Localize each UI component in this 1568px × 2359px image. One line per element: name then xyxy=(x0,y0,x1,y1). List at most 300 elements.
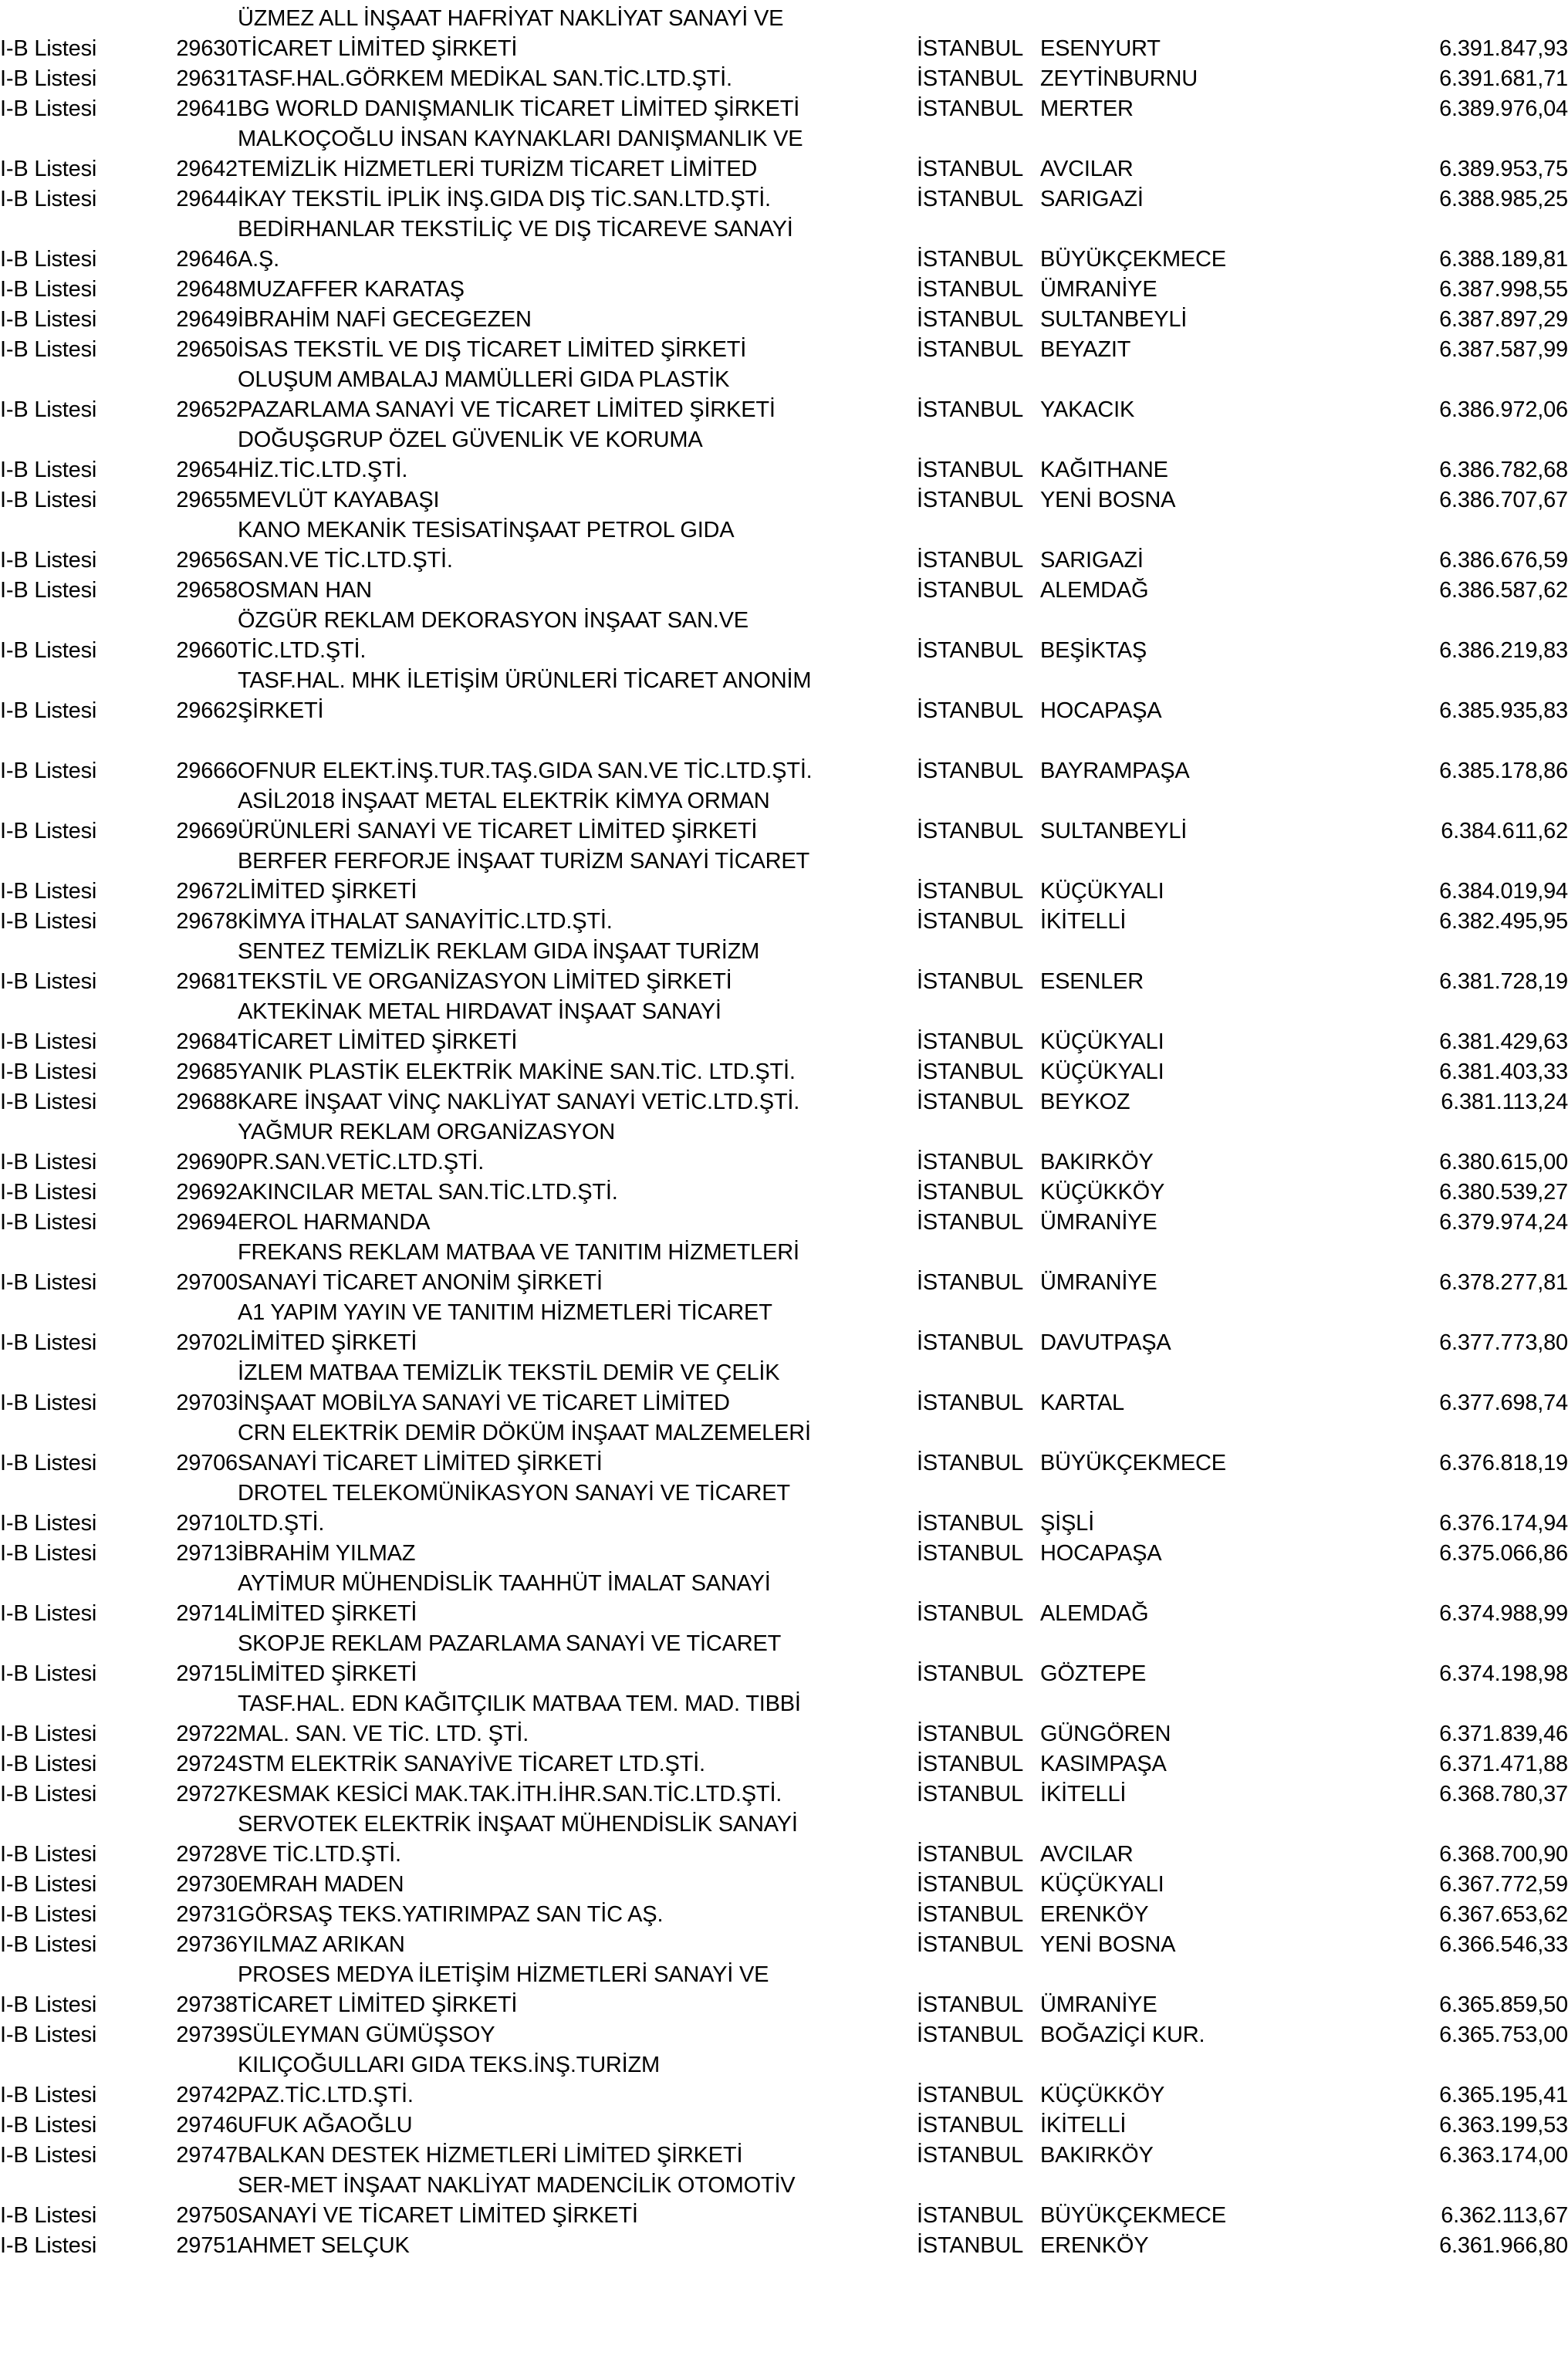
company-name-cell: TİC.LTD.ŞTİ. xyxy=(238,638,367,663)
blank-cell xyxy=(917,1414,1040,1445)
company-name-cell: KESMAK KESİCİ MAK.TAK.İTH.İHR.SAN.TİC.LTD.ŞTİ. xyxy=(238,1782,782,1806)
company-name-cell: MAL. SAN. VE TİC. LTD. ŞTİ. xyxy=(238,1722,529,1746)
company-name-wrap: SENTEZ TEMİZLİK REKLAM GIDA İNŞAAT TURİZM xyxy=(238,939,760,964)
blank-cell xyxy=(917,1475,1040,1505)
list-type-cell: I-B Listesi xyxy=(0,1932,97,1957)
sequence-number-cell: 29728 xyxy=(176,1842,238,1867)
table-row xyxy=(0,542,1568,572)
blank-cell xyxy=(0,2167,137,2197)
company-name-cell: TEKSTİL VE ORGANİZASYON LİMİTED ŞİRKETİ xyxy=(238,969,732,994)
blank-cell xyxy=(0,1625,137,1655)
tax-office-cell: ÜMRANİYE xyxy=(1040,1992,1157,2017)
blank-cell xyxy=(137,1625,238,1655)
blank-cell xyxy=(137,512,238,542)
blank-cell xyxy=(1040,602,1295,632)
list-type-cell: I-B Listesi xyxy=(0,66,97,91)
blank-cell xyxy=(917,1956,1040,1986)
city-cell: İSTANBUL xyxy=(917,277,1024,302)
blank-cell xyxy=(0,1685,137,1715)
city-cell: İSTANBUL xyxy=(917,1902,1024,1927)
tax-office-cell: ESENYURT xyxy=(1040,36,1161,61)
sequence-number-cell: 29685 xyxy=(176,1060,238,1084)
debt-amount-cell: 6.386.782,68 xyxy=(1439,458,1568,482)
blank-cell xyxy=(0,933,137,963)
blank-cell xyxy=(137,2167,238,2197)
table-row xyxy=(0,301,1568,331)
table-row xyxy=(0,1083,1568,1114)
tax-office-cell: HOCAPAŞA xyxy=(1040,1541,1162,1566)
table-row xyxy=(0,572,1568,602)
list-type-cell: I-B Listesi xyxy=(0,879,97,904)
city-cell: İSTANBUL xyxy=(917,1782,1024,1806)
table-row-name-continuation xyxy=(0,120,1568,150)
sequence-number-cell: 29646 xyxy=(176,247,238,272)
company-name-cell: UFUK AĞAOĞLU xyxy=(238,2113,413,2138)
city-cell: İSTANBUL xyxy=(917,1029,1024,1054)
blank-cell xyxy=(1040,1685,1295,1715)
company-name-cell: SANAYİ TİCARET LİMİTED ŞİRKETİ xyxy=(238,1451,603,1475)
blank-cell xyxy=(137,120,238,150)
blank-cell xyxy=(0,993,137,1023)
blank-cell xyxy=(1295,933,1568,963)
company-name-wrap: AYTİMUR MÜHENDİSLİK TAAHHÜT İMALAT SANAYİ xyxy=(238,1571,771,1596)
table-row-name-continuation xyxy=(0,1354,1568,1384)
blank-cell xyxy=(137,1475,238,1505)
city-cell: İSTANBUL xyxy=(917,2023,1024,2047)
city-cell: İSTANBUL xyxy=(917,1451,1024,1475)
blank-cell xyxy=(1295,1565,1568,1595)
debt-amount-cell: 6.368.780,37 xyxy=(1439,1782,1568,1806)
tax-office-cell: KÜÇÜKYALI xyxy=(1040,1060,1164,1084)
city-cell: İSTANBUL xyxy=(917,1330,1024,1355)
list-type-cell: I-B Listesi xyxy=(0,1661,97,1686)
table-row xyxy=(0,451,1568,482)
blank-cell xyxy=(137,1234,238,1264)
blank-cell xyxy=(917,2167,1040,2197)
company-name-wrap: DOĞUŞGRUP ÖZEL GÜVENLİK VE KORUMA xyxy=(238,428,703,452)
list-type-cell: I-B Listesi xyxy=(0,638,97,663)
table-row xyxy=(0,1866,1568,1896)
debt-amount-cell: 6.376.818,19 xyxy=(1439,1451,1568,1475)
company-name-wrap: A1 YAPIM YAYIN VE TANITIM HİZMETLERİ TİCARET xyxy=(238,1300,772,1325)
sequence-number-cell: 29751 xyxy=(176,2233,238,2258)
table-row xyxy=(0,752,1568,782)
debt-amount-cell: 6.366.546,33 xyxy=(1439,1932,1568,1957)
debt-amount-cell: 6.374.198,98 xyxy=(1439,1661,1568,1686)
debt-amount-cell: 6.391.847,93 xyxy=(1439,36,1568,61)
sequence-number-cell: 29662 xyxy=(176,698,238,723)
city-cell: İSTANBUL xyxy=(917,1752,1024,1776)
blank-cell xyxy=(137,782,238,813)
company-name-wrap: ASİL2018 İNŞAAT METAL ELEKTRİK KİMYA ORMAN xyxy=(238,789,770,813)
sequence-number-cell: 29690 xyxy=(176,1150,238,1174)
tax-office-cell: BOĞAZİÇİ KUR. xyxy=(1040,2023,1205,2047)
debt-amount-cell: 6.382.495,95 xyxy=(1439,909,1568,934)
blank-cell xyxy=(1040,1956,1295,1986)
table-row xyxy=(0,1776,1568,1806)
row-spacer-cell xyxy=(0,722,1568,752)
sequence-number-cell: 29630 xyxy=(176,36,238,61)
company-name-cell: STM ELEKTRİK SANAYİVE TİCARET LTD.ŞTİ. xyxy=(238,1752,705,1776)
table-row-name-continuation xyxy=(0,421,1568,451)
sequence-number-cell: 29666 xyxy=(176,759,238,783)
company-name-wrap: OLUŞUM AMBALAJ MAMÜLLERİ GIDA PLASTİK xyxy=(238,367,730,392)
blank-cell xyxy=(917,662,1040,692)
company-name-cell: SÜLEYMAN GÜMÜŞSOY xyxy=(238,2023,495,2047)
blank-cell xyxy=(1040,1625,1295,1655)
blank-cell xyxy=(137,1414,238,1445)
table-row xyxy=(0,2077,1568,2107)
sequence-number-cell: 29714 xyxy=(176,1601,238,1626)
tax-office-cell: MERTER xyxy=(1040,96,1134,121)
list-type-cell: I-B Listesi xyxy=(0,1451,97,1475)
tax-office-cell: AVCILAR xyxy=(1040,1842,1134,1867)
blank-cell xyxy=(0,1806,137,1836)
blank-cell xyxy=(1295,782,1568,813)
city-cell: İSTANBUL xyxy=(917,819,1024,843)
tax-office-cell: BEYKOZ xyxy=(1040,1090,1130,1114)
city-cell: İSTANBUL xyxy=(917,1180,1024,1205)
table-row-name-continuation xyxy=(0,602,1568,632)
table-row xyxy=(0,1384,1568,1414)
company-name-cell: HİZ.TİC.LTD.ŞTİ. xyxy=(238,458,408,482)
company-name-wrap: TASF.HAL. MHK İLETİŞİM ÜRÜNLERİ TİCARET ANONİM xyxy=(238,668,812,693)
debt-amount-cell: 6.380.539,27 xyxy=(1439,1180,1568,1205)
table-row xyxy=(0,391,1568,421)
blank-cell xyxy=(137,662,238,692)
city-cell: İSTANBUL xyxy=(917,909,1024,934)
debt-amount-cell: 6.388.189,81 xyxy=(1439,247,1568,272)
company-name-wrap: ÜZMEZ ALL İNŞAAT HAFRİYAT NAKLİYAT SANAYİ VE xyxy=(238,6,784,31)
sequence-number-cell: 29688 xyxy=(176,1090,238,1114)
tax-office-cell: KASIMPAŞA xyxy=(1040,1752,1167,1776)
debt-amount-cell: 6.386.707,67 xyxy=(1439,488,1568,512)
blank-cell xyxy=(917,1625,1040,1655)
city-cell: İSTANBUL xyxy=(917,548,1024,573)
blank-cell xyxy=(0,0,137,30)
list-type-cell: I-B Listesi xyxy=(0,1330,97,1355)
company-name-wrap: DROTEL TELEKOMÜNİKASYON SANAYİ VE TİCARET xyxy=(238,1481,790,1506)
blank-cell xyxy=(137,1806,238,1836)
blank-cell xyxy=(0,1956,137,1986)
list-type-cell: I-B Listesi xyxy=(0,1782,97,1806)
blank-cell xyxy=(137,1114,238,1144)
debt-amount-cell: 6.376.174,94 xyxy=(1439,1511,1568,1536)
blank-cell xyxy=(1040,2167,1295,2197)
company-name-cell: LİMİTED ŞİRKETİ xyxy=(238,1601,417,1626)
blank-cell xyxy=(0,1475,137,1505)
sequence-number-cell: 29731 xyxy=(176,1902,238,1927)
sequence-number-cell: 29738 xyxy=(176,1992,238,2017)
table-row-name-continuation xyxy=(0,843,1568,873)
debt-amount-cell: 6.385.935,83 xyxy=(1439,698,1568,723)
list-type-cell: I-B Listesi xyxy=(0,1391,97,1415)
debt-amount-cell: 6.363.174,00 xyxy=(1439,2143,1568,2168)
tax-office-cell: SARIGAZİ xyxy=(1040,548,1144,573)
blank-cell xyxy=(1295,843,1568,873)
sequence-number-cell: 29681 xyxy=(176,969,238,994)
table-row xyxy=(0,482,1568,512)
sequence-number-cell: 29702 xyxy=(176,1330,238,1355)
blank-cell xyxy=(917,782,1040,813)
tax-office-cell: ÜMRANİYE xyxy=(1040,1270,1157,1295)
sequence-number-cell: 29710 xyxy=(176,1511,238,1536)
company-name-cell: EROL HARMANDA xyxy=(238,1210,431,1235)
tax-office-cell: ÜMRANİYE xyxy=(1040,1210,1157,1235)
debt-amount-cell: 6.365.859,50 xyxy=(1439,1992,1568,2017)
city-cell: İSTANBUL xyxy=(917,2143,1024,2168)
city-cell: İSTANBUL xyxy=(917,1842,1024,1867)
table-row xyxy=(0,1926,1568,1956)
company-name-cell: İBRAHİM NAFİ GECEGEZEN xyxy=(238,307,532,332)
debt-amount-cell: 6.363.199,53 xyxy=(1439,2113,1568,2138)
tax-office-cell: BÜYÜKÇEKMECE xyxy=(1040,1451,1226,1475)
list-type-cell: I-B Listesi xyxy=(0,1992,97,2017)
city-cell: İSTANBUL xyxy=(917,1932,1024,1957)
blank-cell xyxy=(1295,421,1568,451)
debt-amount-cell: 6.387.587,99 xyxy=(1439,337,1568,362)
tax-office-cell: ÜMRANİYE xyxy=(1040,277,1157,302)
table-row xyxy=(0,90,1568,120)
blank-cell xyxy=(0,1354,137,1384)
city-cell: İSTANBUL xyxy=(917,969,1024,994)
city-cell: İSTANBUL xyxy=(917,1722,1024,1746)
tax-office-cell: BAYRAMPAŞA xyxy=(1040,759,1190,783)
sequence-number-cell: 29694 xyxy=(176,1210,238,1235)
company-name-cell: KİMYA İTHALAT SANAYİTİC.LTD.ŞTİ. xyxy=(238,909,613,934)
tax-office-cell: İKİTELLİ xyxy=(1040,2113,1127,2138)
blank-cell xyxy=(0,1294,137,1324)
city-cell: İSTANBUL xyxy=(917,397,1024,422)
table-row-name-continuation xyxy=(0,933,1568,963)
table-row xyxy=(0,2016,1568,2046)
table-row xyxy=(0,1174,1568,1204)
sequence-number-cell: 29750 xyxy=(176,2203,238,2228)
list-type-cell: I-B Listesi xyxy=(0,1180,97,1205)
city-cell: İSTANBUL xyxy=(917,458,1024,482)
debt-amount-cell: 6.385.178,86 xyxy=(1439,759,1568,783)
debt-amount-cell: 6.387.897,29 xyxy=(1439,307,1568,332)
tax-office-cell: KÜÇÜKKÖY xyxy=(1040,1180,1165,1205)
city-cell: İSTANBUL xyxy=(917,2233,1024,2258)
list-type-cell: I-B Listesi xyxy=(0,96,97,121)
blank-cell xyxy=(1295,1475,1568,1505)
company-name-cell: OSMAN HAN xyxy=(238,578,372,603)
company-name-wrap: MALKOÇOĞLU İNSAN KAYNAKLARI DANIŞMANLIK VE xyxy=(238,127,803,151)
city-cell: İSTANBUL xyxy=(917,1090,1024,1114)
table-row xyxy=(0,1204,1568,1234)
company-name-cell: TİCARET LİMİTED ŞİRKETİ xyxy=(238,1992,518,2017)
sequence-number-cell: 29631 xyxy=(176,66,238,91)
list-type-cell: I-B Listesi xyxy=(0,909,97,934)
blank-cell xyxy=(1295,1354,1568,1384)
tax-office-cell: BEYAZIT xyxy=(1040,337,1131,362)
company-name-cell: AKINCILAR METAL SAN.TİC.LTD.ŞTİ. xyxy=(238,1180,618,1205)
company-name-cell: LTD.ŞTİ. xyxy=(238,1511,325,1536)
table-row-name-continuation xyxy=(0,662,1568,692)
sequence-number-cell: 29678 xyxy=(176,909,238,934)
company-name-cell: TİCARET LİMİTED ŞİRKETİ xyxy=(238,1029,518,1054)
tax-office-cell: KÜÇÜKYALI xyxy=(1040,1029,1164,1054)
blank-cell xyxy=(137,843,238,873)
company-name-cell: TİCARET LİMİTED ŞİRKETİ xyxy=(238,36,518,61)
table-row xyxy=(0,632,1568,662)
blank-cell xyxy=(137,2046,238,2077)
table-row xyxy=(0,1144,1568,1174)
list-type-cell: I-B Listesi xyxy=(0,2113,97,2138)
company-name-wrap: KILIÇOĞULLARI GIDA TEKS.İNŞ.TURİZM xyxy=(238,2053,661,2077)
debt-amount-cell: 6.384.611,62 xyxy=(1441,819,1568,843)
blank-cell xyxy=(1295,1294,1568,1324)
city-cell: İSTANBUL xyxy=(917,2083,1024,2107)
city-cell: İSTANBUL xyxy=(917,1391,1024,1415)
city-cell: İSTANBUL xyxy=(917,157,1024,181)
table-row-name-continuation xyxy=(0,1625,1568,1655)
list-type-cell: I-B Listesi xyxy=(0,337,97,362)
tax-office-cell: ZEYTİNBURNU xyxy=(1040,66,1198,91)
debt-amount-cell: 6.375.066,86 xyxy=(1439,1541,1568,1566)
company-name-wrap: FREKANS REKLAM MATBAA VE TANITIM HİZMETLERİ xyxy=(238,1240,799,1265)
company-name-cell: YILMAZ ARIKAN xyxy=(238,1932,405,1957)
sequence-number-cell: 29742 xyxy=(176,2083,238,2107)
city-cell: İSTANBUL xyxy=(917,1992,1024,2017)
blank-cell xyxy=(1295,1956,1568,1986)
debt-amount-cell: 6.386.676,59 xyxy=(1439,548,1568,573)
blank-cell xyxy=(1295,1685,1568,1715)
blank-cell xyxy=(0,1234,137,1264)
blank-cell xyxy=(917,0,1040,30)
blank-cell xyxy=(917,361,1040,391)
blank-cell xyxy=(1040,120,1295,150)
blank-cell xyxy=(1295,2167,1568,2197)
table-row-name-continuation xyxy=(0,1565,1568,1595)
table-row xyxy=(0,2107,1568,2137)
blank-cell xyxy=(1295,361,1568,391)
company-name-cell: LİMİTED ŞİRKETİ xyxy=(238,1661,417,1686)
list-type-cell: I-B Listesi xyxy=(0,1150,97,1174)
list-type-cell: I-B Listesi xyxy=(0,1060,97,1084)
list-type-cell: I-B Listesi xyxy=(0,1541,97,1566)
blank-cell xyxy=(917,120,1040,150)
sequence-number-cell: 29650 xyxy=(176,337,238,362)
tax-office-cell: ERENKÖY xyxy=(1040,2233,1149,2258)
company-name-wrap: BERFER FERFORJE İNŞAAT TURİZM SANAYİ TİCARET xyxy=(238,849,809,874)
tax-office-cell: KARTAL xyxy=(1040,1391,1124,1415)
blank-cell xyxy=(917,421,1040,451)
city-cell: İSTANBUL xyxy=(917,1661,1024,1686)
debt-amount-cell: 6.381.728,19 xyxy=(1439,969,1568,994)
city-cell: İSTANBUL xyxy=(917,488,1024,512)
table-row-name-continuation xyxy=(0,1685,1568,1715)
blank-cell xyxy=(917,1806,1040,1836)
list-type-cell: I-B Listesi xyxy=(0,2023,97,2047)
sequence-number-cell: 29736 xyxy=(176,1932,238,1957)
blank-cell xyxy=(917,1234,1040,1264)
company-name-cell: OFNUR ELEKT.İNŞ.TUR.TAŞ.GIDA SAN.VE TİC.LTD.ŞTİ. xyxy=(238,759,813,783)
debt-amount-cell: 6.377.698,74 xyxy=(1439,1391,1568,1415)
blank-cell xyxy=(137,1294,238,1324)
table-row xyxy=(0,60,1568,90)
blank-cell xyxy=(1040,1565,1295,1595)
table-row-name-continuation xyxy=(0,0,1568,30)
list-type-cell: I-B Listesi xyxy=(0,969,97,994)
table-row xyxy=(0,903,1568,933)
debt-amount-cell: 6.391.681,71 xyxy=(1439,66,1568,91)
city-cell: İSTANBUL xyxy=(917,36,1024,61)
company-name-cell: PR.SAN.VETİC.LTD.ŞTİ. xyxy=(238,1150,485,1174)
blank-cell xyxy=(137,1354,238,1384)
blank-cell xyxy=(1295,120,1568,150)
list-type-cell: I-B Listesi xyxy=(0,548,97,573)
company-name-cell: BG WORLD DANIŞMANLIK TİCARET LİMİTED ŞİRKETİ xyxy=(238,96,800,121)
table-row xyxy=(0,30,1568,60)
tax-office-cell: GÜNGÖREN xyxy=(1040,1722,1171,1746)
city-cell: İSTANBUL xyxy=(917,1601,1024,1626)
city-cell: İSTANBUL xyxy=(917,1511,1024,1536)
tax-office-cell: GÖZTEPE xyxy=(1040,1661,1147,1686)
blank-cell xyxy=(1040,782,1295,813)
sequence-number-cell: 29654 xyxy=(176,458,238,482)
debt-amount-cell: 6.371.839,46 xyxy=(1439,1722,1568,1746)
sequence-number-cell: 29703 xyxy=(176,1391,238,1415)
city-cell: İSTANBUL xyxy=(917,1270,1024,1295)
blank-cell xyxy=(1040,1294,1295,1324)
tax-office-cell: İKİTELLİ xyxy=(1040,909,1127,934)
list-type-cell: I-B Listesi xyxy=(0,1752,97,1776)
list-type-cell: I-B Listesi xyxy=(0,1902,97,1927)
list-type-cell: I-B Listesi xyxy=(0,1872,97,1897)
blank-cell xyxy=(137,933,238,963)
list-type-cell: I-B Listesi xyxy=(0,247,97,272)
blank-cell xyxy=(917,1294,1040,1324)
blank-cell xyxy=(1295,993,1568,1023)
blank-cell xyxy=(137,1685,238,1715)
list-type-cell: I-B Listesi xyxy=(0,1842,97,1867)
table-row xyxy=(0,1505,1568,1535)
tax-office-cell: ALEMDAĞ xyxy=(1040,1601,1149,1626)
table-row-name-continuation xyxy=(0,1294,1568,1324)
blank-cell xyxy=(0,2046,137,2077)
debt-amount-cell: 6.389.953,75 xyxy=(1439,157,1568,181)
city-cell: İSTANBUL xyxy=(917,2203,1024,2228)
debt-amount-cell: 6.381.113,24 xyxy=(1441,1090,1568,1114)
debt-amount-cell: 6.362.113,67 xyxy=(1441,2203,1568,2228)
table-row xyxy=(0,2227,1568,2257)
sequence-number-cell: 29641 xyxy=(176,96,238,121)
blank-cell xyxy=(137,602,238,632)
city-cell: İSTANBUL xyxy=(917,96,1024,121)
tax-office-cell: SULTANBEYLİ xyxy=(1040,819,1188,843)
company-name-cell: LİMİTED ŞİRKETİ xyxy=(238,1330,417,1355)
debt-amount-cell: 6.367.653,62 xyxy=(1439,1902,1568,1927)
company-name-wrap: KANO MEKANİK TESİSATİNŞAAT PETROL GIDA xyxy=(238,518,735,542)
table-row xyxy=(0,1023,1568,1053)
table-row-name-continuation xyxy=(0,211,1568,241)
company-name-cell: İBRAHİM YILMAZ xyxy=(238,1541,416,1566)
blank-cell xyxy=(917,993,1040,1023)
tax-office-cell: ALEMDAĞ xyxy=(1040,578,1149,603)
sequence-number-cell: 29713 xyxy=(176,1541,238,1566)
blank-cell xyxy=(0,843,137,873)
blank-cell xyxy=(1295,0,1568,30)
debt-amount-cell: 6.371.471,88 xyxy=(1439,1752,1568,1776)
table-row xyxy=(0,1715,1568,1746)
blank-cell xyxy=(0,602,137,632)
company-name-cell: ŞİRKETİ xyxy=(238,698,324,723)
blank-cell xyxy=(1295,1234,1568,1264)
table-row xyxy=(0,331,1568,361)
company-name-wrap: YAĞMUR REKLAM ORGANİZASYON xyxy=(238,1120,615,1144)
